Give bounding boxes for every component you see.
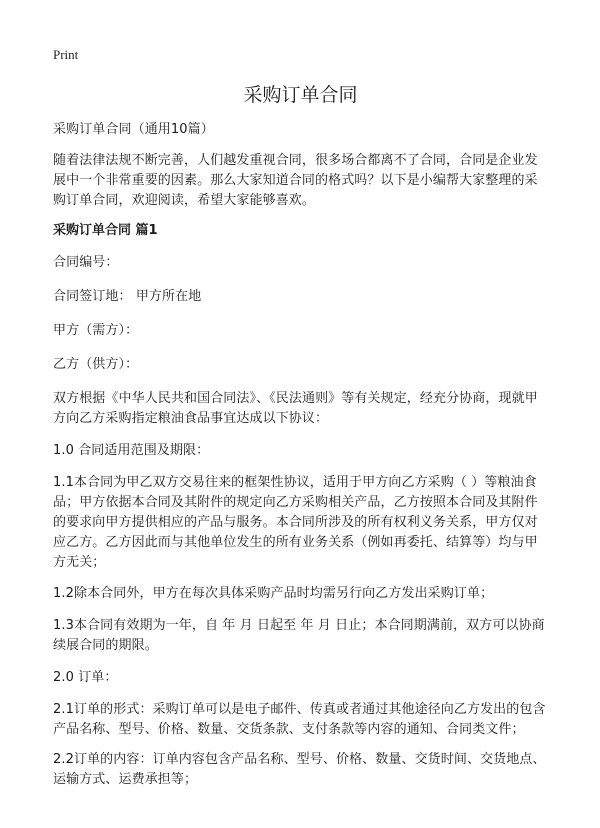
contract-number-field: 合同编号： — [53, 255, 119, 270]
sign-place-field: 合同签订地： 甲方所在地 — [53, 289, 202, 304]
party-b-field: 乙方（供方）： — [53, 357, 139, 372]
section-heading: 采购订单合同 篇1 — [53, 223, 158, 238]
clause-1-3: 1.3本合同有效期为一年，自 年 月 日起至 年 月 日止；本合同期满前，双方可以协商续展合同的期限。 — [53, 618, 545, 653]
basis-paragraph: 双方根据《中华人民共和国合同法》、《民法通则》等有关规定，经充分协商，现就甲方向乙方采购指定粮油食品事宜达成以下协议： — [53, 391, 538, 426]
clause-2-0: 2.0 订单： — [53, 670, 118, 685]
document-title: 采购订单合同 — [243, 84, 358, 106]
document-subtitle: 采购订单合同（通用10篇） — [53, 122, 214, 137]
clause-2-2: 2.2订单的内容：订单内容包含产品名称、型号、价格、数量、交货时间、交货地点、运输方式、运费承担等； — [53, 752, 546, 787]
clause-1-2: 1.2除本合同外，甲方在每次具体采购产品时均需另行向乙方发出采购订单； — [53, 586, 494, 601]
party-a-field: 甲方（需方）： — [53, 323, 139, 338]
clause-1-0: 1.0 合同适用范围及期限： — [53, 443, 210, 458]
clause-1-1: 1.1本合同为甲乙双方交易往来的框架性协议，适用于甲方向乙方采购（ ）等粮油食品；甲方依据本合同及其附件的规定向乙方采购相关产品，乙方按照本合同及其附件的要求向甲方提供相应的产品与服务。本合同所涉及的所有权利义务关系，甲方仅对应乙方。乙方因此而与其他单位发生的所有业务关系（例如再委托、结算等）均与甲方无关； — [53, 475, 538, 570]
clause-2-1: 2.1订单的形式：采购订单可以是电子邮件、传真或者通过其他途径向乙方发出的包含产品名称、型号、价格、数量、交货条款、支付条款等内容的通知、合同类文件； — [53, 702, 546, 737]
intro-paragraph: 随着法律法规不断完善，人们越发重视合同，很多场合都离不了合同，合同是企业发展中一个非常重要的因素。那么大家知道合同的格式吗？以下是小编帮大家整理的采购订单合同，欢迎阅读，希望大家能够喜欢。 — [53, 153, 538, 208]
print-link[interactable]: Print — [53, 47, 79, 62]
